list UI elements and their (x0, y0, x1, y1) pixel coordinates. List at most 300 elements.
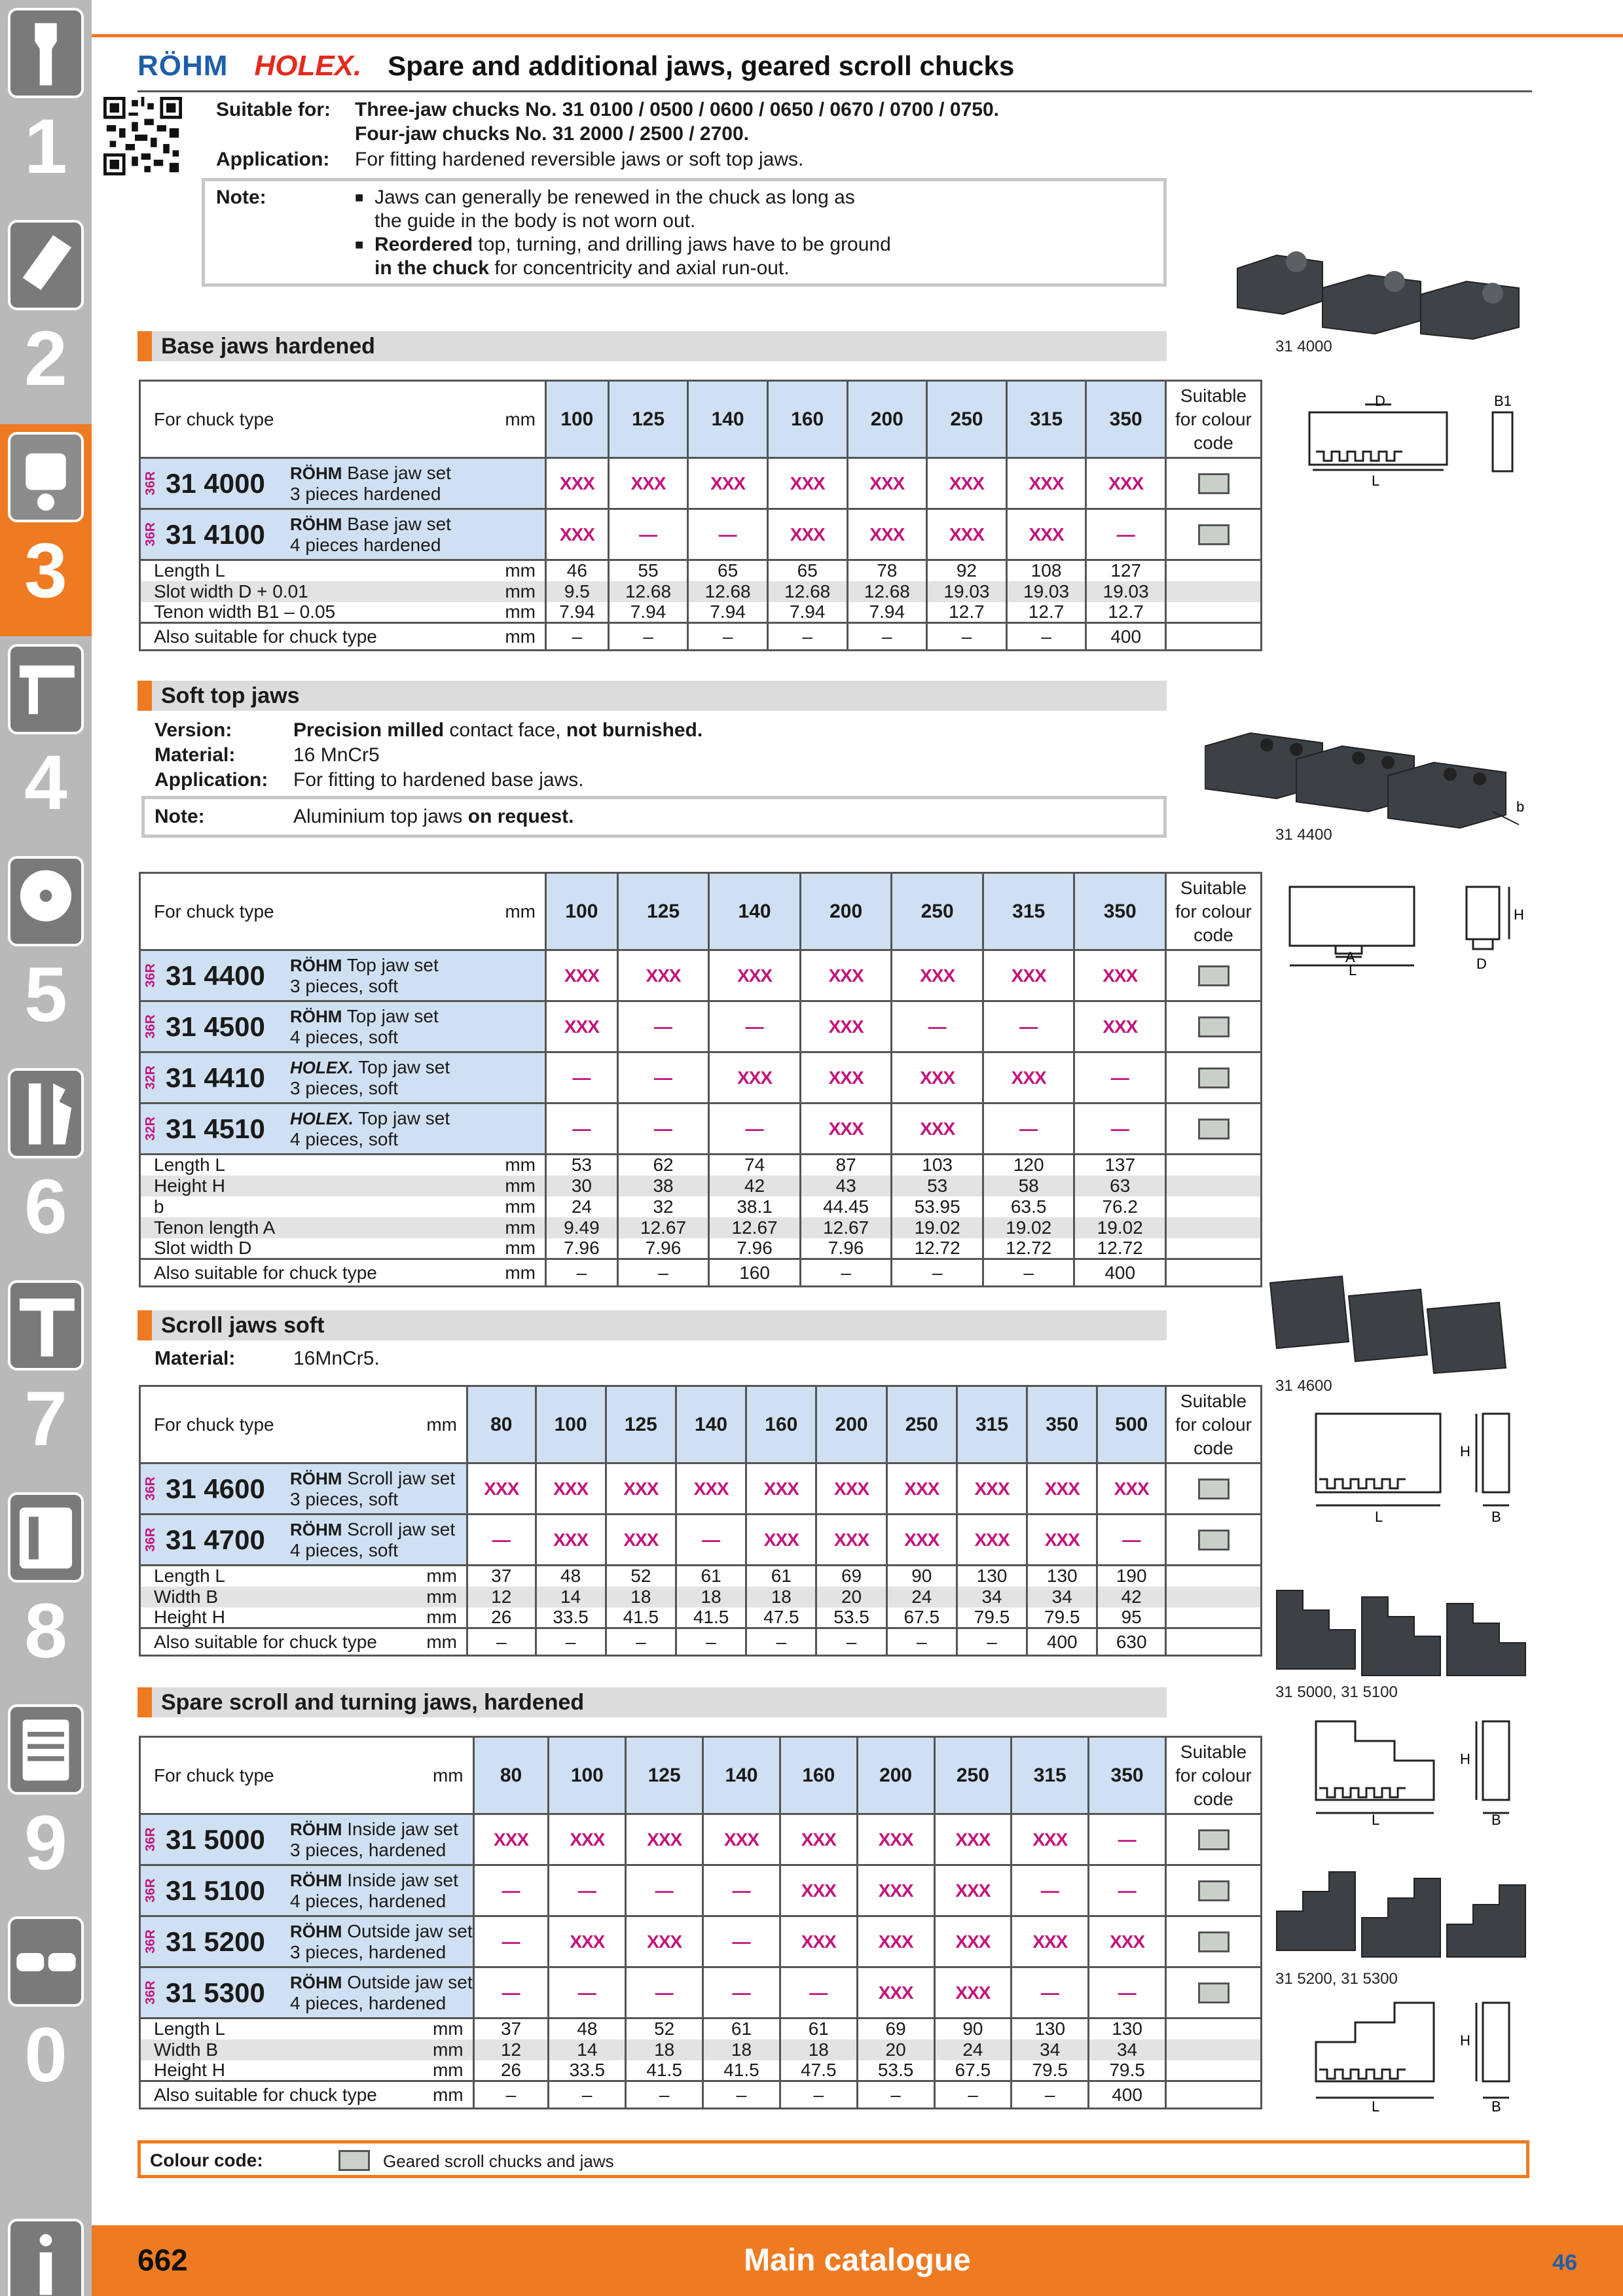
article-description (290, 1519, 455, 1561)
dimension-label: Length L (140, 2018, 407, 2039)
chapter-number: 3 (24, 528, 67, 614)
price-placeholder[interactable]: XXX (617, 950, 709, 1001)
price-placeholder[interactable]: XXX (780, 1814, 857, 1865)
empty-cell (1166, 1196, 1262, 1217)
price-placeholder[interactable]: XXX (606, 1515, 676, 1566)
also-suitable-row (140, 623, 1262, 651)
dimension-value: 37 (467, 1566, 536, 1587)
price-placeholder[interactable]: XXX (1097, 1463, 1166, 1515)
header-rule (137, 90, 1532, 92)
chapter-tab-0[interactable] (0, 1909, 92, 2121)
price-placeholder[interactable]: XXX (983, 950, 1074, 1001)
article-number[interactable]: 31 5100 (166, 1874, 265, 1906)
suitable-label: Suitable for: (216, 99, 331, 120)
price-placeholder[interactable]: XXX (857, 1814, 934, 1865)
footer-small-number: 46 (1552, 2250, 1577, 2275)
note-label: Note: (216, 187, 266, 208)
chuck-size-header: 160 (767, 381, 847, 458)
article-number[interactable]: 31 5200 (166, 1926, 265, 1957)
also-suitable-label: Also suitable for chuck type (140, 1628, 402, 1656)
price-placeholder[interactable]: XXX (927, 458, 1007, 509)
price-placeholder[interactable]: XXX (892, 950, 983, 1001)
price-placeholder[interactable]: XXX (536, 1515, 606, 1566)
empty-cell (1166, 581, 1262, 602)
not-available-dash: — (473, 1916, 549, 1967)
chuck-size-header: 200 (857, 1737, 934, 1814)
price-placeholder[interactable]: XXX (549, 1814, 626, 1865)
price-placeholder[interactable]: XXX (983, 1052, 1074, 1103)
chuck-size-header: 160 (780, 1737, 857, 1814)
unit-label: mm (474, 1155, 546, 1175)
insert-icon (8, 220, 84, 310)
price-placeholder[interactable]: XXX (608, 458, 688, 509)
scroll-jaws-soft-table (139, 1385, 1262, 1657)
price-placeholder[interactable]: XXX (934, 1865, 1012, 1916)
dimension-value: 12.67 (617, 1217, 709, 1238)
empty-cell (1166, 2039, 1262, 2060)
price-placeholder[interactable]: XXX (606, 1463, 676, 1515)
dimension-value: 7.96 (546, 1238, 618, 1259)
price-group-code: 36R (143, 1981, 158, 2005)
price-placeholder[interactable]: XXX (847, 509, 927, 560)
article-number[interactable]: 31 4100 (166, 518, 265, 550)
price-placeholder[interactable]: XXX (703, 1814, 780, 1865)
price-placeholder[interactable]: XXX (1086, 458, 1166, 509)
article-number[interactable]: 31 4400 (166, 960, 265, 991)
dimension-value: 7.96 (800, 1238, 892, 1259)
price-placeholder[interactable]: XXX (536, 1463, 606, 1515)
price-placeholder[interactable]: XXX (688, 458, 768, 509)
colour-code-cell (1166, 1814, 1262, 1865)
roehm-logo: RÖHM (137, 50, 228, 82)
price-placeholder[interactable]: XXX (957, 1515, 1027, 1566)
dimension-row (140, 1238, 1262, 1259)
chuck-icon (8, 432, 84, 522)
suitable-header-text: Suitable (1180, 1390, 1247, 1411)
colour-code-cell (1166, 1001, 1262, 1052)
chapter-tab-4[interactable] (0, 636, 92, 848)
dimension-value: 20 (816, 1587, 886, 1607)
unit-label: mm (474, 1175, 546, 1196)
price-placeholder[interactable]: XXX (1012, 1916, 1089, 1967)
svg-text:H: H (1514, 906, 1524, 923)
chuck-size-header: 350 (1086, 381, 1166, 458)
not-available-dash: — (473, 1865, 549, 1916)
price-placeholder[interactable]: XXX (847, 458, 927, 509)
also-suitable-label: Also suitable for chuck type (140, 1259, 474, 1287)
colour-swatch (1198, 1829, 1230, 1850)
dimension-value: 67.5 (886, 1607, 957, 1628)
note-bold: on request. (467, 806, 574, 827)
dimension-value: 18 (606, 1587, 676, 1607)
price-placeholder[interactable]: XXX (549, 1916, 626, 1967)
scroll-soft-caption: 31 4600 (1275, 1377, 1332, 1395)
suitable-line2: Four-jaw chucks No. 31 2000 / 2500 / 2700. (355, 123, 749, 145)
chuck-size-header: 100 (546, 381, 609, 458)
not-available-dash: — (676, 1515, 746, 1566)
not-available-dash: — (626, 1865, 703, 1916)
dimension-value: 24 (886, 1587, 957, 1607)
dimension-value: 53 (546, 1155, 618, 1175)
not-available-dash: — (1074, 1103, 1166, 1155)
description-line2: 3 pieces, hardened (290, 1941, 447, 1962)
price-placeholder[interactable]: XXX (934, 1967, 1012, 2018)
price-placeholder[interactable]: XXX (800, 1001, 892, 1052)
price-placeholder[interactable]: XXX (767, 509, 847, 560)
chapter-tab-9[interactable] (0, 1696, 92, 1909)
unit-label: mm (407, 2018, 473, 2039)
for-chuck-type-label: For chuck type (140, 873, 474, 950)
dimension-value: 130 (957, 1566, 1027, 1587)
chuck-size-header: 250 (927, 381, 1007, 458)
grinding-disc-icon (8, 856, 84, 946)
dimension-row (140, 1607, 1262, 1628)
description-line2: 4 pieces, hardened (290, 1890, 447, 1911)
colour-code-cell (1166, 1916, 1262, 1967)
price-placeholder[interactable]: XXX (892, 1052, 983, 1103)
article-number[interactable]: 31 5000 (166, 1823, 265, 1855)
price-placeholder[interactable]: XXX (1089, 1916, 1166, 1967)
article-wrap (141, 1819, 473, 1861)
base-jaws-table (139, 380, 1262, 651)
price-placeholder[interactable]: XXX (1027, 1515, 1097, 1566)
empty-cell (1166, 1587, 1262, 1607)
article-number[interactable]: 31 4410 (166, 1062, 265, 1093)
dimension-row (140, 1175, 1262, 1196)
price-placeholder[interactable]: XXX (886, 1515, 957, 1566)
unit-label: mm (402, 1628, 467, 1656)
empty-cell (1166, 1217, 1262, 1238)
price-placeholder[interactable]: XXX (626, 1814, 703, 1865)
price-placeholder[interactable]: XXX (676, 1463, 746, 1515)
dimension-value: 18 (746, 1587, 816, 1607)
price-placeholder[interactable]: XXX (934, 1916, 1012, 1967)
dimension-value: 12.68 (767, 581, 847, 602)
dimension-value: 65 (688, 560, 768, 581)
colour-swatch (338, 2150, 370, 2171)
article-row (140, 1515, 1262, 1566)
also-suitable-value: 400 (1027, 1628, 1097, 1656)
price-group-code: 36R (143, 1477, 158, 1501)
colour-swatch (1198, 1479, 1230, 1499)
not-available-dash: — (1086, 509, 1166, 560)
price-placeholder[interactable]: XXX (1006, 509, 1086, 560)
info-icon (8, 2219, 84, 2296)
suitable-colour-header (1166, 1386, 1262, 1463)
dimension-value: 34 (1089, 2039, 1166, 2060)
section-accent (137, 1687, 152, 1717)
dimension-value: 7.96 (617, 1238, 709, 1259)
chuck-size-header: 100 (549, 1737, 626, 1814)
also-suitable-value: – (892, 1259, 983, 1287)
empty-cell (1166, 1155, 1262, 1175)
price-placeholder[interactable]: XXX (546, 950, 618, 1001)
colour-code-cell (1166, 1967, 1262, 2018)
description-line1: Scroll jaw set (342, 1518, 456, 1539)
price-placeholder[interactable]: XXX (780, 1916, 857, 1967)
for-chuck-type-label: For chuck type (140, 1737, 407, 1814)
dimension-value: 33.5 (549, 2060, 626, 2081)
note1a: Jaws can generally be renewed in the chuck as long as (374, 187, 855, 208)
article-number[interactable]: 31 4600 (166, 1473, 265, 1504)
dimension-label: Slot width D (140, 1238, 474, 1259)
price-placeholder[interactable]: XXX (746, 1463, 816, 1515)
dimension-label: Height H (140, 2060, 407, 2081)
price-placeholder[interactable]: XXX (800, 950, 892, 1001)
dimension-value: 52 (606, 1566, 676, 1587)
price-placeholder[interactable]: XXX (934, 1814, 1012, 1865)
colour-code-cell (1166, 1103, 1262, 1155)
note2-text2: for concentricity and axial run-out. (489, 257, 790, 279)
wrench-icon (8, 1068, 84, 1158)
article-row (140, 950, 1262, 1001)
price-placeholder[interactable]: XXX (546, 509, 609, 560)
caliper-icon (8, 644, 84, 734)
chuck-size-header: 140 (709, 873, 801, 950)
not-available-dash: — (703, 1865, 780, 1916)
scroll-jaw-soft-diagram (1309, 1407, 1545, 1525)
not-available-dash: — (1074, 1052, 1166, 1103)
empty-cell (1166, 1607, 1262, 1628)
empty-cell (1166, 2060, 1262, 2081)
price-placeholder[interactable]: XXX (1006, 458, 1086, 509)
price-placeholder[interactable]: XXX (857, 1865, 934, 1916)
dimension-label: Height H (140, 1175, 474, 1196)
dimension-value: 41.5 (626, 2060, 703, 2081)
dimension-label: Length L (140, 1566, 402, 1587)
unit-label: mm (474, 1259, 546, 1287)
not-available-dash: — (608, 509, 688, 560)
article-number[interactable]: 31 4000 (166, 467, 265, 499)
article-row (140, 1814, 1262, 1865)
dimension-value: 63 (1074, 1175, 1166, 1196)
dimension-value: 90 (886, 1566, 957, 1587)
dimension-value: 48 (536, 1566, 606, 1587)
price-placeholder[interactable]: XXX (1074, 950, 1166, 1001)
note2-text1: top, turning, and drilling jaws have to be ground (473, 234, 891, 255)
price-placeholder[interactable]: XXX (473, 1814, 549, 1865)
also-suitable-value: 400 (1086, 623, 1166, 651)
dimension-value: 79.5 (1089, 2060, 1166, 2081)
dimension-value: 53.5 (857, 2060, 934, 2081)
not-available-dash: — (1012, 1967, 1089, 2018)
chapter-number: 5 (24, 952, 67, 1038)
not-available-dash: — (626, 1967, 703, 2018)
dimension-value: 74 (709, 1155, 801, 1175)
unit-label: mm (402, 1587, 467, 1607)
not-available-dash: — (546, 1052, 618, 1103)
chuck-size-header: 315 (983, 873, 1074, 950)
dimension-value: 47.5 (780, 2060, 857, 2081)
price-placeholder[interactable]: XXX (957, 1463, 1027, 1515)
base-jaw-photo (1231, 216, 1545, 340)
dimension-label: Slot width D + 0.01 (140, 581, 474, 602)
chapter-number: 4 (24, 740, 67, 826)
not-available-dash: — (983, 1103, 1074, 1155)
price-placeholder[interactable]: XXX (886, 1463, 957, 1515)
dimension-value: 130 (1012, 2018, 1089, 2039)
dimension-value: 79.5 (957, 1607, 1027, 1628)
price-placeholder[interactable]: XXX (709, 950, 801, 1001)
price-placeholder[interactable]: XXX (816, 1515, 886, 1566)
article-description (290, 1870, 458, 1912)
chapter-number: 7 (24, 1376, 67, 1462)
chapter-tab-2[interactable] (0, 212, 92, 424)
dimension-value: 43 (800, 1175, 892, 1196)
price-placeholder[interactable]: XXX (767, 458, 847, 509)
suitable-colour-header (1166, 1737, 1262, 1814)
dimension-value: 19.02 (983, 1217, 1074, 1238)
price-placeholder[interactable]: XXX (546, 458, 609, 509)
note-plain: Aluminium top jaws (293, 806, 468, 827)
also-suitable-value: – (473, 2081, 549, 2109)
not-available-dash: — (617, 1052, 709, 1103)
soft-top-jaw-photo (1205, 713, 1532, 831)
price-group-code: 36R (143, 522, 158, 547)
chapter-tab-6[interactable] (0, 1060, 92, 1272)
price-placeholder[interactable]: XXX (546, 1001, 618, 1052)
chapter-tab-7[interactable] (0, 1272, 92, 1484)
dimension-value: 190 (1097, 1566, 1166, 1587)
version-mid: contact face, (444, 719, 566, 741)
dimension-row (140, 2018, 1262, 2039)
colour-swatch (1198, 1119, 1230, 1139)
dimension-value: 38 (617, 1175, 709, 1196)
price-group-code: 32R (143, 1117, 158, 1141)
dimension-row (140, 2060, 1262, 2081)
brand-logo: RÖHM (290, 514, 342, 534)
price-placeholder[interactable]: XXX (816, 1463, 886, 1515)
price-placeholder[interactable]: XXX (780, 1865, 857, 1916)
suitable-header-text: for colour (1175, 408, 1252, 429)
price-placeholder[interactable]: XXX (467, 1463, 536, 1515)
article-wrap (141, 1108, 545, 1150)
section-accent (137, 331, 152, 361)
price-placeholder[interactable]: XXX (709, 1052, 801, 1103)
not-available-dash: — (617, 1001, 709, 1052)
dimension-value: 78 (847, 560, 927, 581)
also-suitable-value: – (857, 2081, 934, 2109)
chapter-tab-5[interactable] (0, 848, 92, 1060)
dimension-value: 9.49 (546, 1217, 618, 1238)
inside-jaw-caption: 31 5000, 31 5100 (1275, 1683, 1398, 1701)
article-number[interactable]: 31 4700 (166, 1524, 265, 1555)
price-placeholder[interactable]: XXX (746, 1515, 816, 1566)
also-suitable-value: – (927, 623, 1007, 651)
dimension-label: Tenon width B1 – 0.05 (140, 602, 474, 623)
chapter-tab-8[interactable] (0, 1484, 92, 1696)
also-suitable-value: – (626, 2081, 703, 2109)
price-placeholder[interactable]: XXX (927, 509, 1007, 560)
material-text: 16MnCr5. (293, 1348, 380, 1369)
price-placeholder[interactable]: XXX (857, 1916, 934, 1967)
article-number[interactable]: 31 4500 (166, 1011, 265, 1042)
brand-logo: RÖHM (290, 1819, 342, 1839)
chuck-size-header: 80 (467, 1386, 536, 1463)
chapter-tab-3[interactable] (0, 424, 92, 636)
article-number[interactable]: 31 5300 (166, 1977, 265, 2008)
not-available-dash: — (1089, 1865, 1166, 1916)
section-soft-top-jaws (137, 681, 1167, 711)
also-suitable-row (140, 1259, 1262, 1287)
price-group-code: 32R (143, 1066, 158, 1090)
safety-glasses-icon (8, 1916, 84, 2007)
dimension-value: 34 (1027, 1587, 1097, 1607)
also-suitable-value: 160 (709, 1259, 801, 1287)
dimension-value: 7.94 (847, 602, 927, 623)
svg-text:B: B (1491, 1509, 1501, 1525)
material-label: Material: (155, 744, 236, 766)
dimension-value: 19.03 (927, 581, 1007, 602)
svg-text:H: H (1460, 1751, 1470, 1767)
holex-logo: HOLEX. (254, 50, 362, 82)
article-row (140, 1052, 1262, 1103)
chuck-size-header: 140 (688, 381, 768, 458)
dimension-value: 87 (800, 1155, 892, 1175)
page-number: 662 (137, 2243, 188, 2277)
dimension-row (140, 602, 1262, 623)
footer-title: Main catalogue (744, 2243, 971, 2278)
also-suitable-value: – (886, 1628, 957, 1656)
price-placeholder[interactable]: XXX (800, 1052, 892, 1103)
dimension-value: 95 (1097, 1607, 1166, 1628)
article-number[interactable]: 31 4510 (166, 1113, 265, 1144)
chapter-tab-i[interactable] (0, 2121, 92, 2296)
price-placeholder[interactable]: XXX (626, 1916, 703, 1967)
svg-text:B: B (1491, 1812, 1501, 1826)
not-available-dash: — (549, 1967, 626, 2018)
dimension-value: 65 (767, 560, 847, 581)
price-placeholder[interactable]: XXX (800, 1103, 892, 1155)
article-row (140, 1967, 1262, 2018)
note2-bold2: in the chuck (374, 257, 490, 279)
colour-code-cell (1166, 1463, 1262, 1515)
colour-code-cell (1166, 1865, 1262, 1916)
unit-label: mm (407, 2060, 473, 2081)
svg-text:b: b (1516, 798, 1525, 815)
colour-code-cell (1166, 458, 1262, 509)
description-line2: 4 pieces, soft (290, 1128, 398, 1149)
price-placeholder[interactable]: XXX (1012, 1814, 1089, 1865)
also-suitable-value: – (703, 2081, 780, 2109)
article-wrap (141, 955, 545, 997)
dimension-value: 14 (536, 1587, 606, 1607)
dimension-label: Width B (140, 1587, 402, 1607)
article-row (140, 458, 1262, 509)
version-bold2: not burnished. (566, 719, 703, 741)
dimension-value: 34 (1012, 2039, 1089, 2060)
price-placeholder[interactable]: XXX (1027, 1463, 1097, 1515)
not-available-dash: — (780, 1967, 857, 2018)
dimension-value: 7.94 (767, 602, 847, 623)
price-placeholder[interactable]: XXX (892, 1103, 983, 1155)
chuck-size-header: 250 (934, 1737, 1012, 1814)
article-wrap (141, 463, 545, 505)
qr-code-icon[interactable] (103, 97, 182, 175)
chuck-size-header: 80 (473, 1737, 549, 1814)
price-placeholder[interactable]: XXX (857, 1967, 934, 2018)
dimension-value: 37 (473, 2018, 549, 2039)
price-placeholder[interactable]: XXX (1074, 1001, 1166, 1052)
article-description (290, 463, 451, 505)
also-suitable-value: – (608, 623, 688, 651)
base-jaw-caption: 31 4000 (1275, 338, 1332, 355)
also-suitable-value: – (800, 1259, 892, 1287)
chapter-tab-1[interactable] (0, 0, 92, 212)
dimension-value: 52 (626, 2018, 703, 2039)
application-text: For fitting hardened reversible jaws or soft top jaws. (355, 149, 804, 170)
dimension-value: 67.5 (934, 2060, 1012, 2081)
